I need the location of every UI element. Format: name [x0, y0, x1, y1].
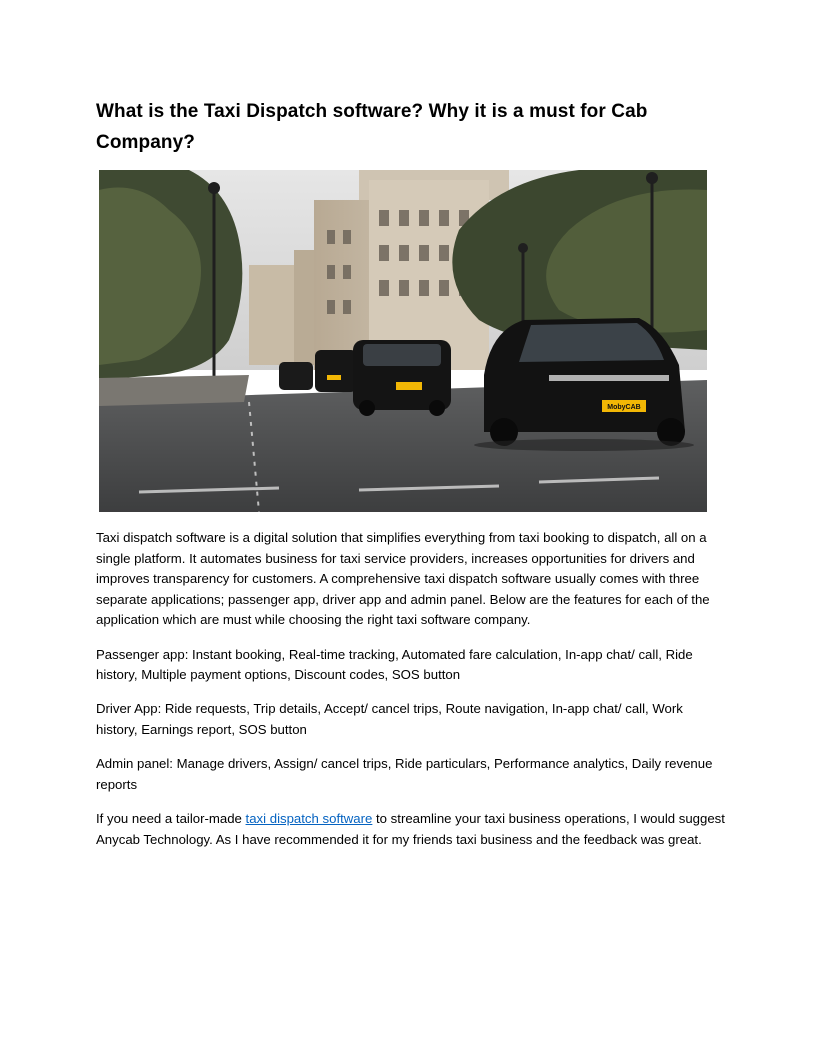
paragraph-closing — [96, 809, 726, 850]
taxi-dispatch-software-link[interactable]: taxi dispatch software — [245, 810, 373, 826]
closing-text-after-link: to streamline your taxi business operations, I would suggest Anycab Technology. As I have recommended it for my friends taxi business and the feedback was great. — [96, 810, 725, 847]
paragraph-admin-panel: Admin panel: Manage drivers, Assign/ cancel trips, Ride particulars, Performance analytics, Daily revenue reports — [96, 756, 713, 792]
closing-text-before-link: If you need a tailor-made — [96, 810, 246, 826]
document-title: What is the Taxi Dispatch software? Why it is a must for Cab Company? — [96, 101, 648, 153]
document-body — [96, 528, 726, 864]
paragraph-intro: Taxi dispatch software is a digital solution that simplifies everything from taxi booking to dispatch, all on a single platform. It automates business for taxi service providers, increases opportunities for drivers and improves transparency for customers. A comprehensive taxi dispatch software usually comes with three separate applications; passenger app, driver app and admin panel. Below are the features for each of the application which are must while choosing the right taxi software company. — [96, 530, 710, 628]
paragraph-passenger-app: Passenger app: Instant booking, Real-time tracking, Automated fare calculation, In-app chat/ call, Ride history, Multiple payment options, Discount codes, SOS button — [96, 646, 693, 683]
taxi-badge-text: MobyCAB — [607, 404, 641, 411]
paragraph-driver-app: Driver App: Ride requests, Trip details, Accept/ cancel trips, Route navigation, In-app chat/ call, Work history, Earnings report, SOS button — [96, 701, 683, 737]
street-taxi-photo — [99, 170, 707, 512]
